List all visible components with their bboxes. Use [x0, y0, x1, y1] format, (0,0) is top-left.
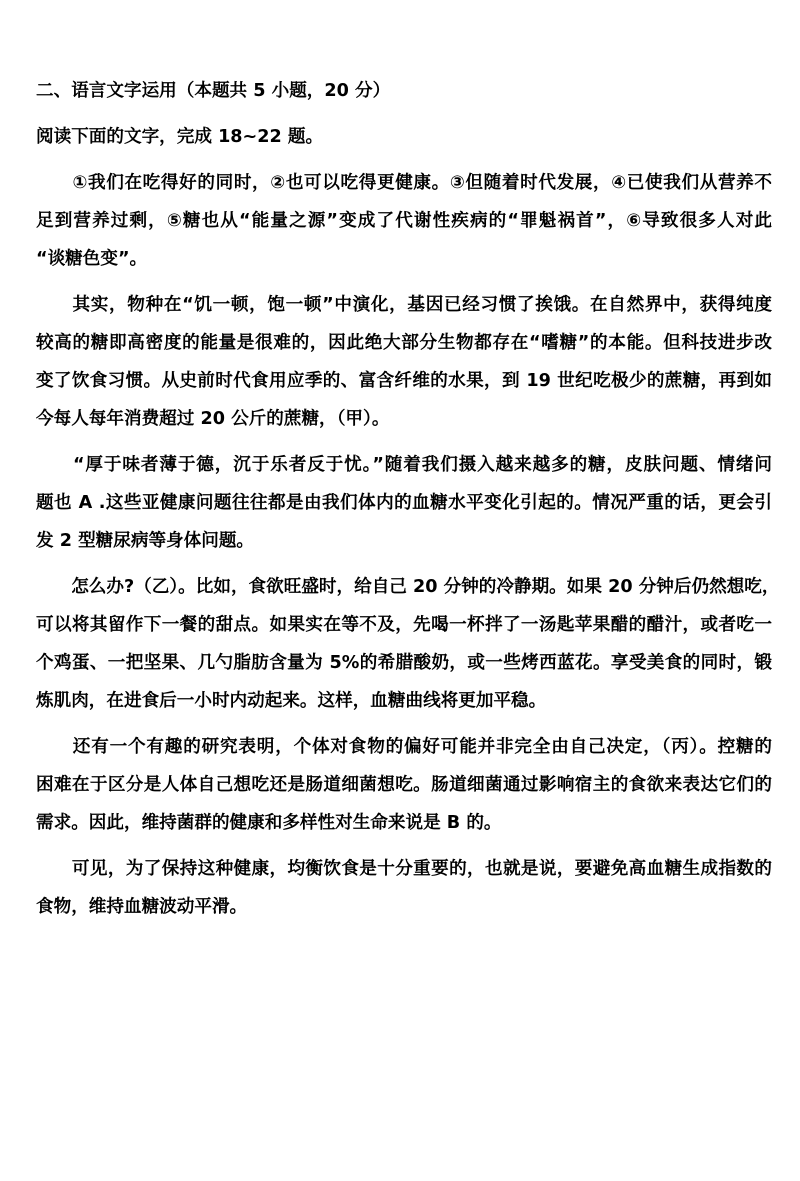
paragraph-line: ①我们在吃得好的同时，②也可以吃得更健康。③但随着时代发展，④已使我们从营养不	[36, 173, 772, 193]
instruction: 阅读下面的文字，完成 18~22 题。	[36, 127, 324, 147]
section-title: 二、语言文字运用（本题共 5 小题，20 分）	[36, 81, 391, 101]
paragraph-line: 其实，物种在“饥一顿，饱一顿”中演化，基因已经习惯了挨饿。在自然界中，获得纯度	[36, 295, 772, 315]
paragraph-line: 今每人每年消费超过 20 公斤的蔗糖，（甲）。	[36, 409, 390, 429]
paragraph-line: 可以将其留作下一餐的甜点。如果实在等不及，先喝一杯拌了一汤匙苹果醋的醋汁，或者吃一	[36, 615, 772, 635]
paragraph-5	[36, 728, 772, 842]
paragraph-line: 个鸡蛋、一把坚果、几勺脂肪含量为 5%的希腊酸奶，或一些烤西蓝花。享受美食的同时，锻	[36, 653, 772, 673]
paragraph-4	[36, 568, 780, 720]
document-page	[36, 72, 780, 926]
paragraph-line: 还有一个有趣的研究表明，个体对食物的偏好可能并非完全由自己决定，（丙）。控糖的	[36, 737, 772, 757]
paragraph-line: 发 2 型糖尿病等身体问题。	[36, 531, 255, 551]
paragraph-3	[36, 446, 772, 560]
paragraph-line: 可见，为了保持这种健康，均衡饮食是十分重要的，也就是说，要避免高血糖生成指数的	[36, 859, 772, 879]
paragraph-6	[36, 850, 772, 926]
paragraph-2	[36, 286, 772, 438]
paragraph-line: 需求。因此，维持菌群的健康和多样性对生命来说是 B 的。	[36, 813, 502, 833]
paragraph-line: 足到营养过剩，⑤糖也从“能量之源”变成了代谢性疾病的“罪魁祸首”，⑥导致很多人对此	[36, 211, 772, 231]
paragraph-line: 困难在于区分是人体自己想吃还是肠道细菌想吃。肠道细菌通过影响宿主的食欲来表达它们的	[36, 775, 772, 795]
paragraph-line: 食物，维持血糖波动平滑。	[36, 897, 248, 917]
paragraph-line: “谈糖色变”。	[36, 249, 148, 269]
paragraph-line: 炼肌肉，在进食后一小时内动起来。这样，血糖曲线将更加平稳。	[36, 691, 547, 711]
paragraph-line: 题也 A .这些亚健康问题往往都是由我们体内的血糖水平变化引起的。情况严重的话，更会引	[36, 493, 772, 513]
paragraph-line: 怎么办?（乙）。比如，食欲旺盛时，给自己 20 分钟的冷静期。如果 20 分钟后仍然想吃，	[36, 577, 780, 597]
paragraph-line: 变了饮食习惯。从史前时代食用应季的、富含纤维的水果，到 19 世纪吃极少的蔗糖，再到如	[36, 371, 772, 391]
paragraph-1	[36, 164, 772, 278]
paragraph-line: “厚于味者薄于德，沉于乐者反于忧。”随着我们摄入越来越多的糖，皮肤问题、情绪问	[36, 455, 772, 475]
paragraph-line: 较高的糖即高密度的能量是很难的，因此绝大部分生物都存在“嗜糖”的本能。但科技进步改	[36, 333, 772, 353]
